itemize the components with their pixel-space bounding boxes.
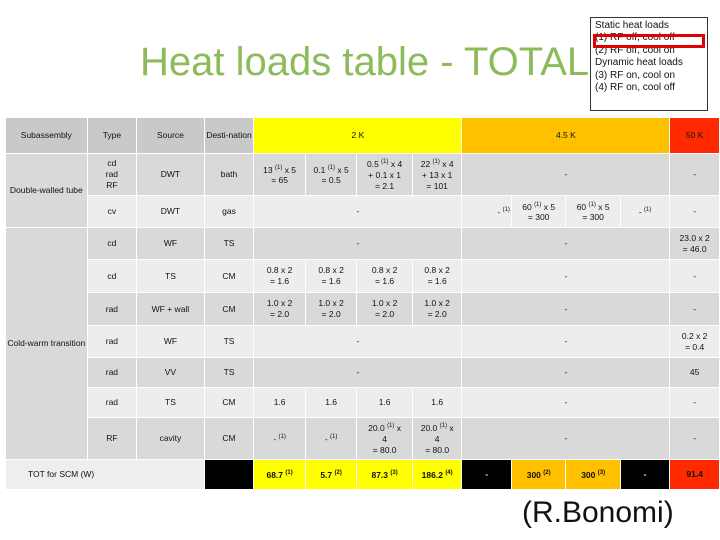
cell-source: cavity bbox=[137, 418, 204, 460]
cell-2k-4: 1.6 bbox=[412, 388, 462, 418]
total-2k-1: 68.7 $^{(1)}$ bbox=[254, 460, 306, 490]
cell-4-5k-3: 60 $^{(1)}$ x 5 = 300 bbox=[566, 196, 620, 228]
cell-type: rad bbox=[87, 358, 137, 388]
cell-2k: - bbox=[254, 228, 462, 260]
total-2k-2: 5.7 $^{(2)}$ bbox=[305, 460, 356, 490]
table-row bbox=[6, 418, 720, 460]
total-4-5k-1: - bbox=[462, 460, 511, 490]
cell-dest: bath bbox=[204, 154, 254, 196]
cell-type: rad bbox=[87, 293, 137, 326]
cell-dest: CM bbox=[204, 293, 254, 326]
cell-2k-3: 20.0 $^{(1)}$ x 4 = 80.0 bbox=[357, 418, 412, 460]
cell-2k-2: - $^{(1)}$ bbox=[305, 418, 356, 460]
legend-line: Dynamic heat loads bbox=[595, 57, 683, 69]
legend-box bbox=[590, 17, 708, 111]
cell-4-5k: - bbox=[462, 260, 670, 293]
cell-source: WF bbox=[137, 326, 204, 358]
cell-2k-3: 0.5 $^{(1)}$ x 4 + 0.1 x 1 = 2.1 bbox=[357, 154, 412, 196]
cell-type: cd bbox=[87, 228, 137, 260]
total-50k: 91.4 bbox=[670, 460, 720, 490]
total-2k-4: 186.2 $^{(4)}$ bbox=[412, 460, 462, 490]
total-spacer bbox=[204, 460, 254, 490]
cell-2k-2: 1.0 x 2 = 2.0 bbox=[305, 293, 356, 326]
cell-50k: - bbox=[670, 293, 720, 326]
cell-4-5k: - bbox=[462, 228, 670, 260]
cell-2k-3: 0.8 x 2 = 1.6 bbox=[357, 260, 412, 293]
cell-2k-1: 1.0 x 2 = 2.0 bbox=[254, 293, 306, 326]
group-double-walled-tube: Double-walled tube bbox=[6, 154, 88, 228]
slide-title: Heat loads table - TOTAL bbox=[140, 40, 590, 84]
cell-50k: - bbox=[670, 196, 720, 228]
cell-source: DWT bbox=[137, 196, 204, 228]
cell-source: VV bbox=[137, 358, 204, 388]
table-row bbox=[6, 154, 720, 196]
legend-line: (2) RF off, cool on bbox=[595, 44, 675, 56]
cell-2k-4: 20.0 $^{(1)}$ x 4 = 80.0 bbox=[412, 418, 462, 460]
cell-2k-1: 0.8 x 2 = 1.6 bbox=[254, 260, 306, 293]
total-label: TOT for SCM (W) bbox=[6, 460, 205, 490]
legend-highlight bbox=[593, 34, 705, 48]
cell-4-5k-4: - $^{(1)}$ bbox=[620, 196, 669, 228]
cell-2k-3: 1.6 bbox=[357, 388, 412, 418]
cell-50k: - bbox=[670, 418, 720, 460]
cell-2k-4: 1.0 x 2 = 2.0 bbox=[412, 293, 462, 326]
cell-2k-1: 13 $^{(1)}$ x 5 = 65 bbox=[254, 154, 306, 196]
legend-line: Static heat loads bbox=[595, 20, 669, 31]
cell-50k: 0.2 x 2 = 0.4 bbox=[670, 326, 720, 358]
cell-4-5k: - bbox=[462, 326, 670, 358]
total-4-5k-2: 300 $^{(2)}$ bbox=[511, 460, 565, 490]
cell-4-5k-1: - $^{(1)}$ bbox=[462, 196, 511, 228]
cell-type: cv bbox=[87, 196, 137, 228]
total-row bbox=[6, 460, 720, 490]
legend-line: (4) RF on, cool off bbox=[595, 82, 675, 94]
cell-2k-1: 1.6 bbox=[254, 388, 306, 418]
cell-4-5k: - bbox=[462, 418, 670, 460]
legend-line: (3) RF on, cool on bbox=[595, 69, 676, 81]
cell-source: DWT bbox=[137, 154, 204, 196]
cell-type: rad bbox=[87, 388, 137, 418]
header-destination: Desti-nation bbox=[204, 118, 254, 154]
cell-dest: TS bbox=[204, 326, 254, 358]
legend-line: (1) RF off, cool off bbox=[595, 32, 675, 44]
cell-source: TS bbox=[137, 388, 204, 418]
cell-dest: CM bbox=[204, 260, 254, 293]
cell-2k: - bbox=[254, 358, 462, 388]
cell-type: rad bbox=[87, 326, 137, 358]
table-row bbox=[6, 293, 720, 326]
header-subassembly: Subassembly bbox=[6, 118, 88, 154]
total-4-5k-3: 300 $^{(3)}$ bbox=[566, 460, 620, 490]
table-row bbox=[6, 326, 720, 358]
cell-50k: - bbox=[670, 260, 720, 293]
header-source: Source bbox=[137, 118, 204, 154]
cell-type: cd rad RF bbox=[87, 154, 137, 196]
heat-loads-table bbox=[5, 117, 720, 490]
table-row bbox=[6, 196, 720, 228]
table-row bbox=[6, 358, 720, 388]
cell-4-5k: - bbox=[462, 388, 670, 418]
table-row bbox=[6, 388, 720, 418]
cell-2k-2: 0.8 x 2 = 1.6 bbox=[305, 260, 356, 293]
cell-4-5k: - bbox=[462, 154, 670, 196]
header-50k: 50 K bbox=[670, 118, 720, 154]
cell-2k-3: 1.0 x 2 = 2.0 bbox=[357, 293, 412, 326]
table-row bbox=[6, 228, 720, 260]
cell-2k: - bbox=[254, 326, 462, 358]
group-cold-warm-transition: Cold-warm transition bbox=[6, 228, 88, 460]
cell-4-5k: - bbox=[462, 293, 670, 326]
author-credit: (R.Bonomi) bbox=[522, 496, 674, 529]
cell-dest: TS bbox=[204, 358, 254, 388]
cell-50k: 23.0 x 2 = 46.0 bbox=[670, 228, 720, 260]
cell-2k-4: 0.8 x 2 = 1.6 bbox=[412, 260, 462, 293]
cell-50k: 45 bbox=[670, 358, 720, 388]
cell-2k-2: 1.6 bbox=[305, 388, 356, 418]
cell-50k: - bbox=[670, 388, 720, 418]
cell-50k: - bbox=[670, 154, 720, 196]
cell-source: WF bbox=[137, 228, 204, 260]
table-row bbox=[6, 260, 720, 293]
header-2k: 2 K bbox=[254, 118, 462, 154]
cell-2k: - bbox=[254, 196, 462, 228]
table-header-row bbox=[6, 118, 720, 154]
cell-type: cd bbox=[87, 260, 137, 293]
cell-2k-4: 22 $^{(1)}$ x 4 + 13 x 1 = 101 bbox=[412, 154, 462, 196]
header-type: Type bbox=[87, 118, 137, 154]
cell-dest: CM bbox=[204, 418, 254, 460]
total-2k-3: 87.3 $^{(3)}$ bbox=[357, 460, 412, 490]
cell-4-5k: - bbox=[462, 358, 670, 388]
cell-dest: TS bbox=[204, 228, 254, 260]
cell-source: TS bbox=[137, 260, 204, 293]
cell-2k-1: - $^{(1)}$ bbox=[254, 418, 306, 460]
header-4-5k: 4.5 K bbox=[462, 118, 670, 154]
cell-dest: CM bbox=[204, 388, 254, 418]
cell-source: WF + wall bbox=[137, 293, 204, 326]
cell-type: RF bbox=[87, 418, 137, 460]
total-4-5k-4: - bbox=[620, 460, 669, 490]
cell-dest: gas bbox=[204, 196, 254, 228]
cell-4-5k-2: 60 $^{(1)}$ x 5 = 300 bbox=[511, 196, 565, 228]
cell-2k-2: 0.1 $^{(1)}$ x 5 = 0.5 bbox=[305, 154, 356, 196]
